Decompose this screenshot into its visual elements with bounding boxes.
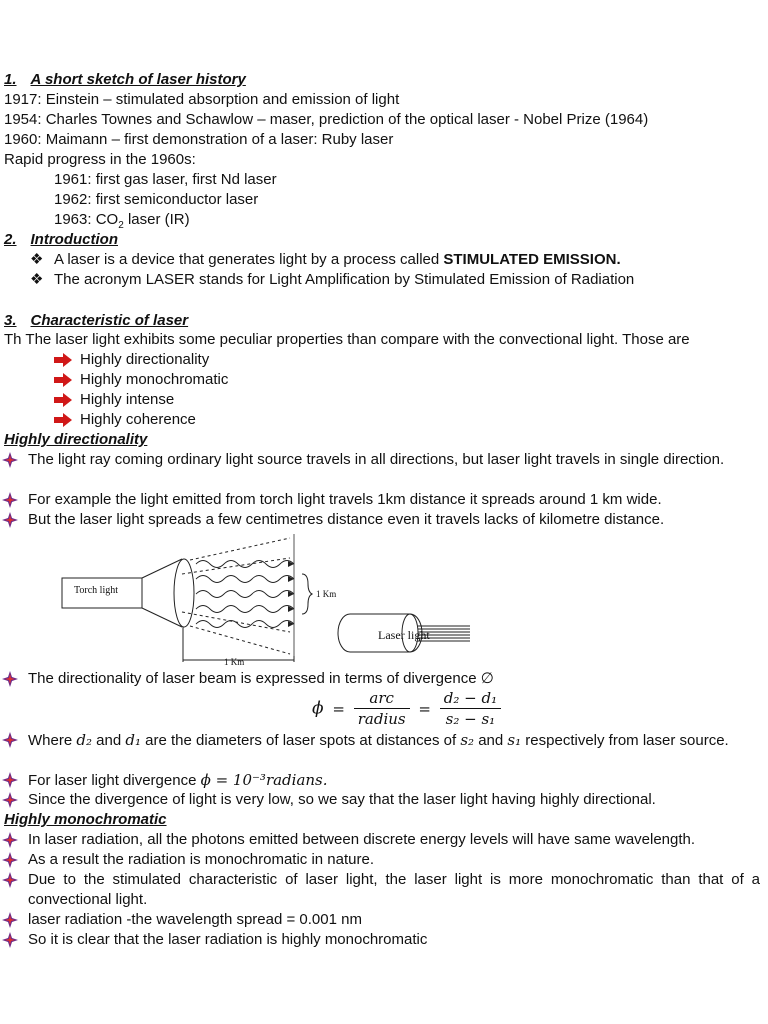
diamond-bullet-icon: ❖ <box>30 251 44 268</box>
section-title: Introduction <box>30 231 118 248</box>
diamond-bullet-icon: ❖ <box>30 271 44 288</box>
monochromatic-bullet: So it is clear that the laser radiation is highly monochromatic <box>28 931 428 948</box>
section-2-heading <box>4 230 118 250</box>
intro-bullet: A laser is a device that generates light by a process called STIMULATED EMISSION. <box>54 251 621 268</box>
divergence-text: The directionality of laser beam is expressed in terms of divergence ∅ <box>28 670 494 687</box>
star-bullet-icon <box>2 912 18 928</box>
star-bullet-icon <box>2 932 18 948</box>
characteristic-intro: Th The laser light exhibits some peculiar properties than compare with the convectional light. Those are <box>4 331 690 348</box>
directionality-bullet: The light ray coming ordinary light source travels in all directions, but laser light travels in single direction. <box>28 451 725 468</box>
section-number: 3. <box>4 312 17 329</box>
history-line: 1917: Einstein – stimulated absorption and emission of light <box>4 91 400 108</box>
directionality-conclusion: Since the divergence of light is very low, so we say that the laser light having highly directional. <box>28 791 656 808</box>
section-1-heading <box>4 70 246 90</box>
red-arrow-icon <box>54 373 72 387</box>
property-item: Highly intense <box>80 391 175 408</box>
red-arrow-icon <box>54 393 72 407</box>
section-3-heading <box>4 311 188 331</box>
section-number: 2. <box>4 231 17 248</box>
star-bullet-icon <box>2 852 18 868</box>
monochromatic-bullet: Due to the stimulated characteristic of laser light, the laser light is more monochromatic than that of a convectional light. <box>28 871 760 908</box>
star-bullet-icon <box>2 452 18 468</box>
star-bullet-icon <box>2 671 18 687</box>
section-title: A short sketch of laser history <box>30 71 246 88</box>
property-item: Highly directionality <box>80 351 210 368</box>
where-text: Where d₂ and d₁ are the diameters of laser spots at distances of s₂ and s₁ respectively from laser source. <box>28 731 729 749</box>
star-bullet-icon <box>2 732 18 748</box>
directionality-bullet: But the laser light spreads a few centimetres distance even it travels lacks of kilometre distance. <box>28 511 665 528</box>
torch-light-label: Torch light <box>74 585 119 596</box>
star-bullet-icon <box>2 492 18 508</box>
fraction-arc-radius: $\frac{\text{arc}}{\text{radius}}$ <box>354 688 410 729</box>
history-indented-line: 1962: first semiconductor laser <box>54 191 259 208</box>
red-arrow-icon <box>54 413 72 427</box>
history-co2-line: 1963: $CO_2$ laser (IR) <box>54 211 190 231</box>
star-bullet-icon <box>2 872 18 888</box>
torch-lens <box>174 559 194 627</box>
section-number: 1. <box>4 71 17 88</box>
intro-bullet: The acronym LASER stands for Light Amplification by Stimulated Emission of Radiation <box>54 271 635 288</box>
section-title: Characteristic of laser <box>30 312 189 329</box>
laser-light-label: Laser light <box>378 628 430 642</box>
star-bullet-icon <box>2 772 18 788</box>
monochromatic-bullet: In laser radiation, all the photons emitted between discrete energy levels will have same wavelength. <box>28 831 696 848</box>
monochromatic-heading: Highly monochromatic <box>4 811 167 828</box>
fraction-d-s: $\frac{\text{d₂ − d₁}}{\text{s₂ − s₁}}$ <box>440 688 501 729</box>
directionality-heading: Highly directionality <box>4 431 148 448</box>
monochromatic-bullet: laser radiation -the wavelength spread = 0.001 nm <box>28 911 362 928</box>
history-line: 1960: Maimann – first demonstration of a laser: Ruby laser <box>4 131 394 148</box>
star-bullet-icon <box>2 832 18 848</box>
directionality-bullet: For example the light emitted from torch light travels 1km distance it spreads around 1 km wide. <box>28 491 662 508</box>
divergence-value: For laser light divergence ϕ = 10⁻³radians. <box>28 771 328 789</box>
star-bullet-icon <box>2 512 18 528</box>
property-item: Highly coherence <box>80 411 196 428</box>
distance-label: 1 Km <box>224 657 245 667</box>
history-indented-line: 1961: first gas laser, first Nd laser <box>54 171 277 188</box>
torch-vs-laser-diagram <box>50 534 470 670</box>
spread-width-label: 1 Km <box>316 589 337 599</box>
history-line: 1954: Charles Townes and Schawlow – maser, prediction of the optical laser - Nobel Prize (1964) <box>4 111 649 128</box>
monochromatic-bullet: As a result the radiation is monochromatic in nature. <box>28 851 375 868</box>
divergence-equation: ϕ = $\frac{\text{arc}}{\text{radius}}$ = $\frac{\text{d₂ − d₁}}{\text{s₂ − s₁}}$ <box>312 688 501 729</box>
red-arrow-icon <box>54 353 72 367</box>
star-bullet-icon <box>2 792 18 808</box>
property-item: Highly monochromatic <box>80 371 229 388</box>
history-line: Rapid progress in the 1960s: <box>4 151 196 168</box>
